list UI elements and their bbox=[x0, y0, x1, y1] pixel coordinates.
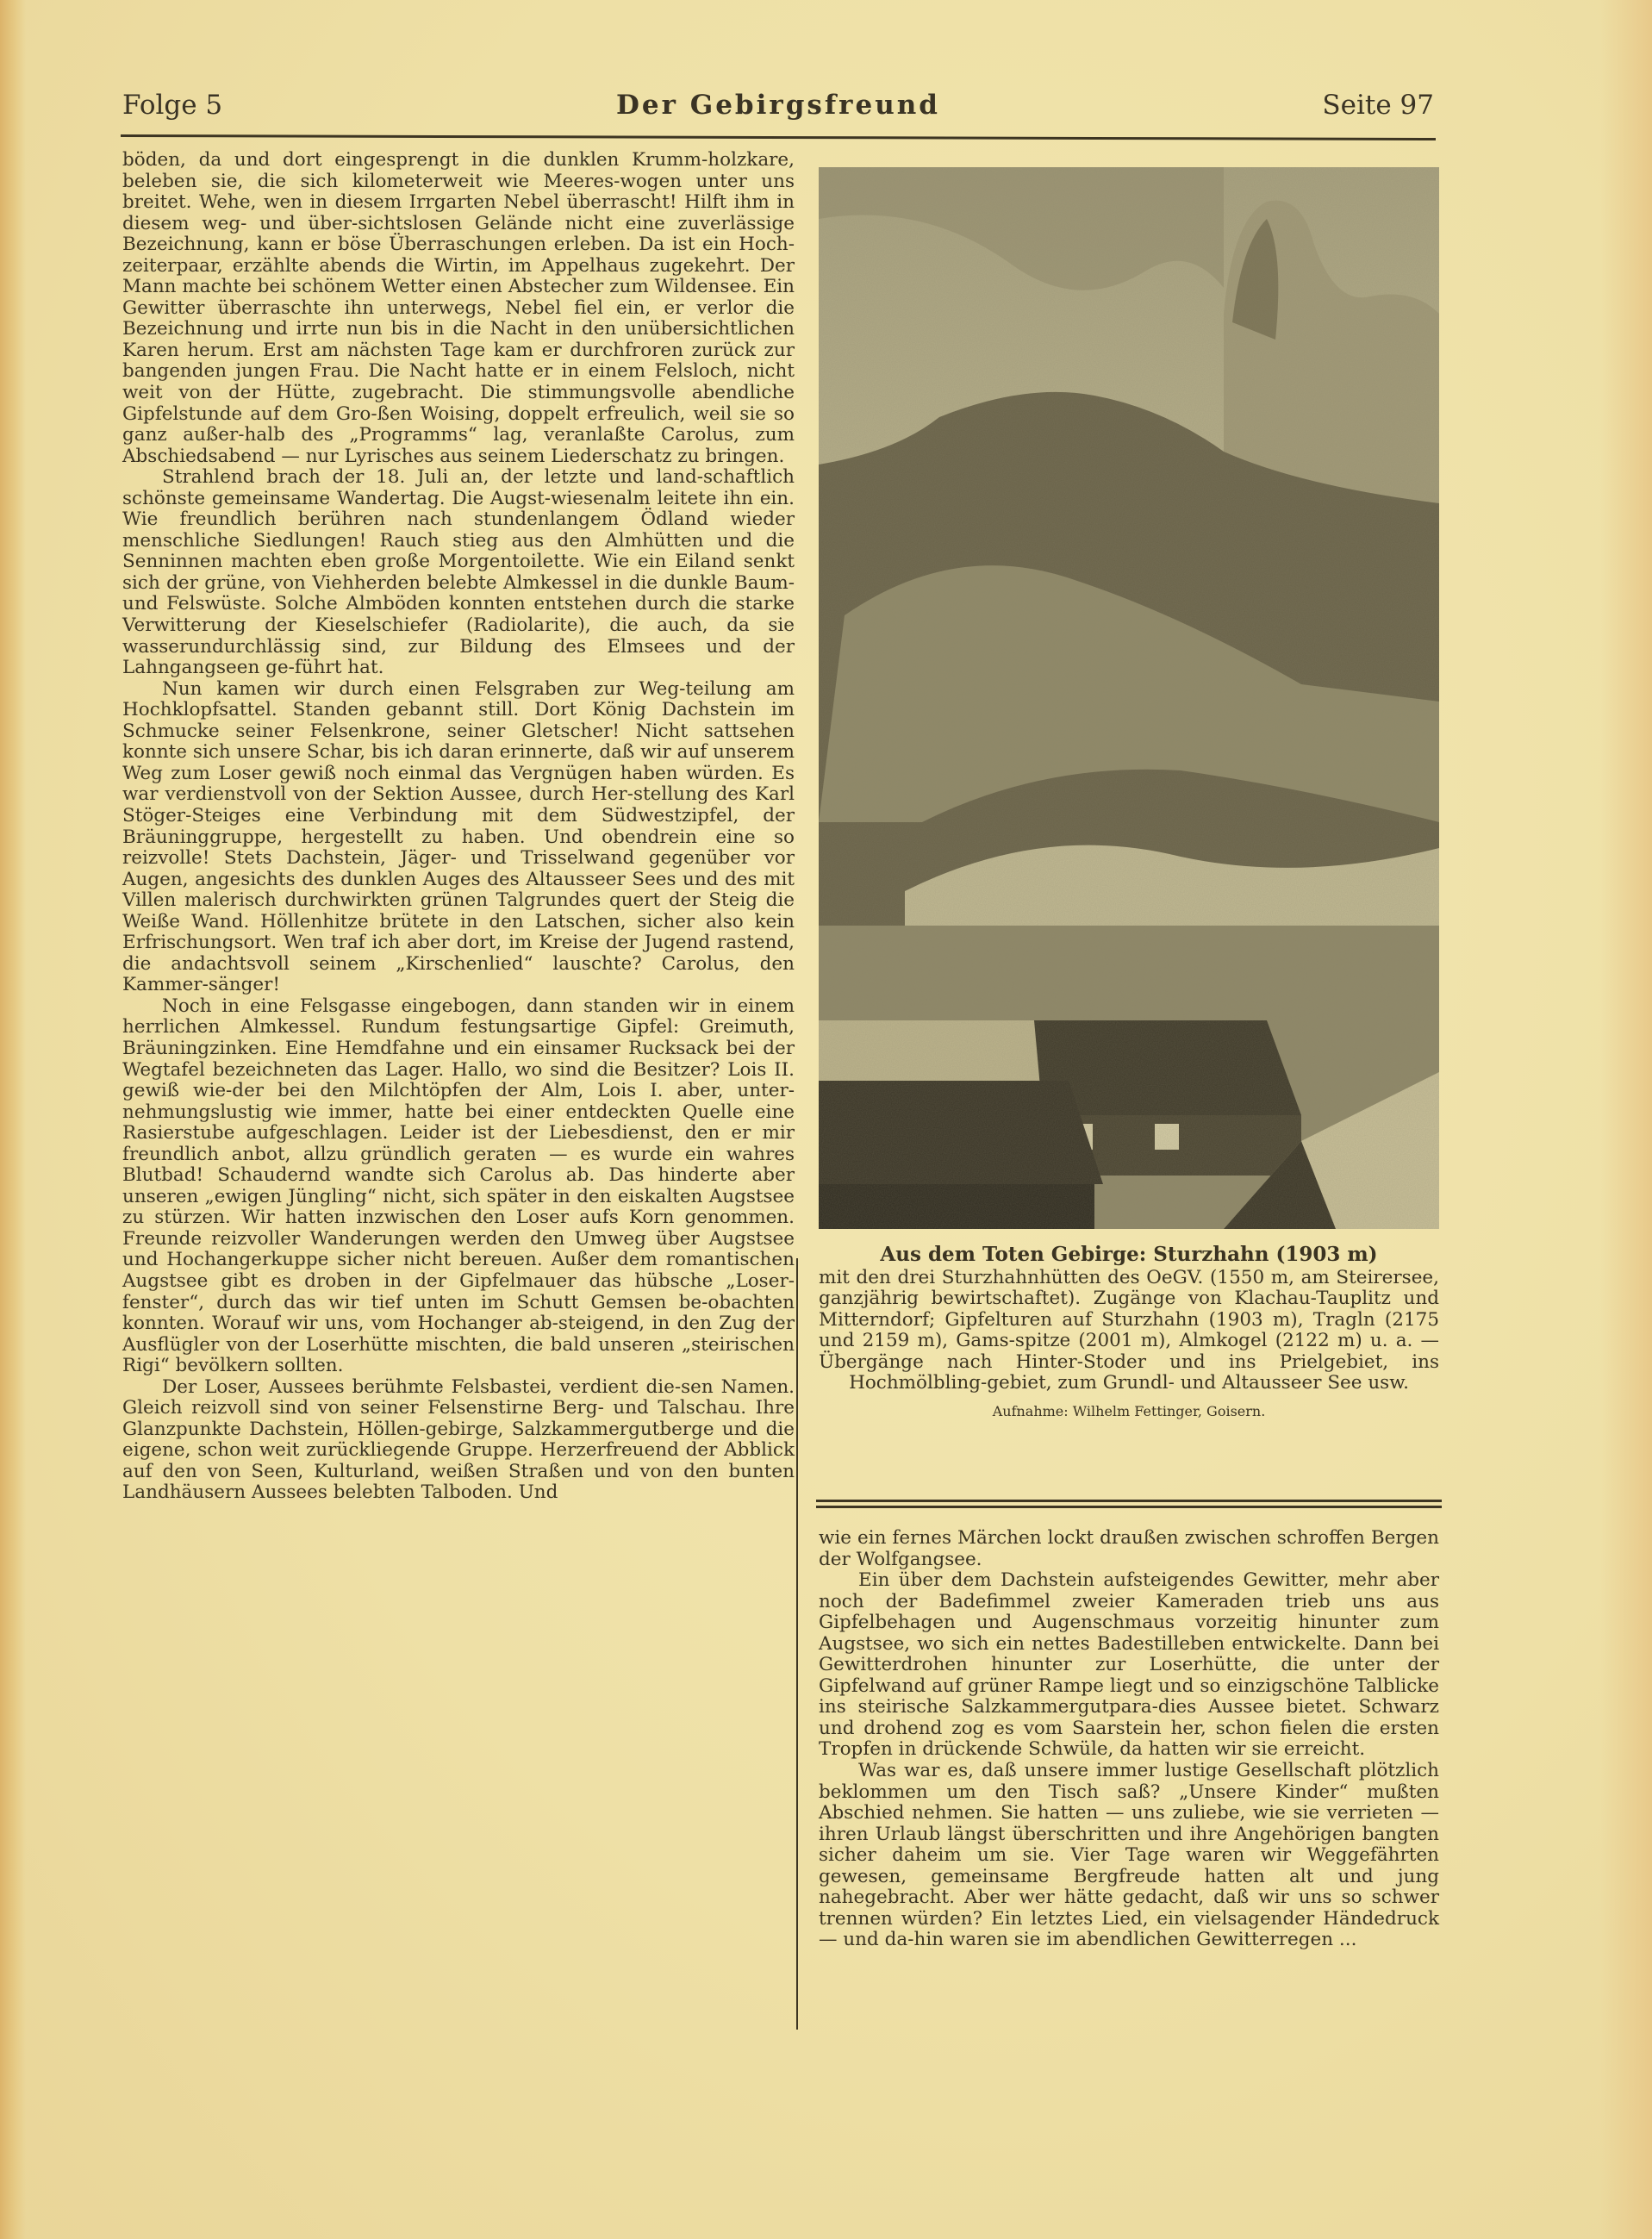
issue-number: Folge 5 bbox=[122, 90, 223, 121]
photo-credit: Aufnahme: Wilhelm Fettinger, Goisern. bbox=[992, 1402, 1266, 1419]
running-header bbox=[122, 86, 1434, 134]
photo-illustration bbox=[819, 167, 1439, 1229]
mountain-photo bbox=[819, 167, 1439, 1229]
page-edge-shadow bbox=[0, 0, 26, 2239]
caption-title: Aus dem Toten Gebirge: Sturzhahn (1903 m) bbox=[880, 1243, 1378, 1266]
paragraph: Noch in eine Felsgasse eingebogen, dann standen wir in einem herrlichen Almkessel. Rundum festungsartige Gipfel: Greimuth, Bräuningzinken. Eine Hemdfahne und ein einsamer Rucksack bei der Wegtafel bezeichneten das Lager. Hallo, wo sind die Besitzer? Lois II. gewiß wie-der bei den Milchtöpfen der Alm, Lois I. aber, unter-nehmungslustig wie immer, hatte bei einer entdeckten Quelle eine Rasierstube aufgeschlagen. Leider ist der Liebesdienst, den er mir freundlich anbot, allzu gründlich geraten — es wurde ein wahres Blutbad! Schaudernd wandte sich Carolus ab. Das hinderte aber unseren „ewigen Jüngling“ nicht, sich später in den eiskalten Augstsee zu stürzen. Wir hatten inzwischen den Loser aufs Korn genommen. Freunde reizvoller Wanderungen werden den Umweg über Augstsee und Hochangerkuppe sicher nicht bereuen. Außer dem romantischen Augstsee gibt es droben in der Gipfelmauer das hübsche „Loser-fenster“, durch das wir tief unten im Schutt Gemsen be-obachten konnten. Worauf wir uns, vom Hochanger ab-steigend, in den Zug der Ausflügler von der Loserhütte mischten, die bald unseren „steirischen Rigi“ bevölkern sollten. bbox=[122, 995, 795, 1377]
paragraph: Nun kamen wir durch einen Felsgraben zur Weg-teilung am Hochklopfsattel. Standen gebannt still. Dort König Dachstein im Schmucke seiner Felsenkrone, seiner Gletscher! Nicht sattsehen konnte sich unsere Schar, bis ich daran erinnerte, daß wir auf unserem Weg zum Loser gewiß noch einmal das Vergnügen haben würden. Es war verdienstvoll von der Sektion Aussee, durch Her-stellung des Karl Stöger-Steiges eine Verbindung mit dem Südwestzipfel, der Bräuninggruppe, hergestellt zu haben. Und obendrein eine so reizvolle! Stets Dachstein, Jäger- und Trisselwand gegenüber vor Augen, angesichts des dunklen Auges des Altausseer Sees und des mit Villen malerisch durchwirkten grünen Talgrundes quert der Steig die Weiße Wand. Höllenhitze brütete in den Latschen, sicher also kein Erfrischungsort. Wen traf ich aber dort, im Kreise der Jugend rastend, die andachtsvoll seinem „Kirschenlied“ lauschte? Carolus, den Kammer-sänger! bbox=[122, 677, 795, 996]
rule-line bbox=[816, 1500, 1442, 1502]
paragraph: böden, da und dort eingesprengt in die dunklen Krumm-holzkare, beleben sie, die sich kilometerweit wie Meeres-wogen unter uns breitet. Wehe, wen in diesem Irrgarten Nebel überrascht! Hilft ihm in diesem weg- und über-sichtslosen Gelände nicht eine zuverlässige Bezeichnung, kann er böse Überraschungen erleben. Da ist ein Hoch-zeiterpaar, erzählte abends die Wirtin, im Appelhaus zugekehrt. Der Mann machte bei schönem Wetter einen Abstecher zum Wildensee. Ein Gewitter überraschte ihn unterwegs, Nebel fiel ein, er verlor die Bezeichnung und irrte nun bis in die Nacht in den unübersichtlichen Karen herum. Erst am nächsten Tage kam er durchfroren zurück zur bangenden jungen Frau. Die Nacht hatte er in einem Felsloch, nicht weit von der Hütte, zugebracht. Die stimmungsvolle abendliche Gipfelstunde auf dem Gro-ßen Woising, doppelt erfreulich, weil sie so ganz außer-halb des „Programms“ lag, veranlaßte Carolus, zum Abschiedsabend — nur Lyrisches aus seinem Liederschatz zu bringen. bbox=[122, 149, 795, 467]
publication-title: Der Gebirgsfreund bbox=[616, 90, 940, 121]
page-edge-shadow-right bbox=[1600, 0, 1652, 2239]
left-column bbox=[122, 150, 795, 1504]
caption-body: mit den drei Sturzhahnhütten des OeGV. (1550 m, am Steirersee, ganzjährig bewirtschaftet). Zugänge von Klachau-Tauplitz und Mitterndorf; Gipfelturen auf Sturzhahn (1903 m), Tragln (2175 und 2159 m), Gams-spitze (2001 m), Almkogel (2122 m) u. a. — Übergänge nach Hinter-Stoder und ins Prielgebiet, ins Hochmölbling-gebiet, zum Grundl- und Altausseer See usw. bbox=[819, 1266, 1439, 1394]
column-divider bbox=[796, 1258, 798, 2030]
page-number: Seite 97 bbox=[1322, 90, 1434, 121]
paragraph: Der Loser, Aussees berühmte Felsbastei, verdient die-sen Namen. Gleich reizvoll sind von seiner Felsenstirne Berg- und Talschau. Ihre Glanzpunkte Dachstein, Höllen-gebirge, Salzkammergutberge und die eigene, schon weit zurückliegende Gruppe. Herzerfreuend der Abblick auf den von Seen, Kulturland, weißen Straßen und von den bunten Landhäusern Aussees belebten Talboden. Und bbox=[122, 1375, 795, 1504]
paragraph: wie ein fernes Märchen lockt draußen zwischen schroffen Bergen der Wolfgangsee. bbox=[819, 1527, 1439, 1570]
halftone-grain bbox=[819, 167, 1439, 1229]
section-double-rule bbox=[816, 1500, 1442, 1510]
photo-caption bbox=[819, 1244, 1439, 1422]
paragraph: Was war es, daß unsere immer lustige Gesellschaft plötzlich beklommen um den Tisch saß? „Unsere Kinder“ mußten Abschied nehmen. Sie hatten — uns zuliebe, wie sie verrieten — ihren Urlaub längst überschritten und ihre Angehörigen bangten sicher daheim um sie. Vier Tage waren wir Weggefährten gewesen, gemeinsame Bergfreude hatten alt und jung nahegebracht. Aber wer hätte gedacht, daß wir uns so schwer trennen würden? Ein letztes Lied, ein vielsagender Händedruck — und da-hin waren sie im abendlichen Gewitterregen ... bbox=[819, 1760, 1439, 1951]
rule-line bbox=[816, 1506, 1442, 1508]
header-rule bbox=[121, 134, 1436, 140]
paragraph: Ein über dem Dachstein aufsteigendes Gewitter, mehr aber noch der Badefimmel zweier Kameraden trieb uns aus Gipfelbehagen und Augenschmaus vorzeitig hinunter zum Augstsee, wo sich ein nettes Badestilleben entwickelte. Dann bei Gewitterdrohen hinunter zur Loserhütte, die unter der Gipfelwand auf grüner Rampe liegt und so einzigschöne Talblicke ins steirische Salzkammergutpara-dies Aussee bietet. Schwarz und drohend zog es vom Saarstein her, schon fielen die ersten Tropfen in drückende Schwüle, da hatten wir sie erreicht. bbox=[819, 1569, 1439, 1761]
paragraph: Strahlend brach der 18. Juli an, der letzte und land-schaftlich schönste gemeinsame Wandertag. Die Augst-wiesenalm leitete ihn ein. Wie freundlich berühren nach stundenlangem Ödland wieder menschliche Siedlungen! Rauch stieg aus den Almhütten und die Senninnen machten eben große Morgentoilette. Wie ein Eiland senkt sich der grüne, von Viehherden belebte Almkessel in die dunkle Baum- und Felswüste. Solche Almböden konnten entstehen durch die starke Verwitterung der Kieselschiefer (Radiolarite), die auch, da sie wasserundurchlässig sind, zur Bildung des Elmsees und der Lahngangseen ge-führt hat. bbox=[122, 466, 795, 679]
right-column bbox=[819, 1528, 1439, 1951]
